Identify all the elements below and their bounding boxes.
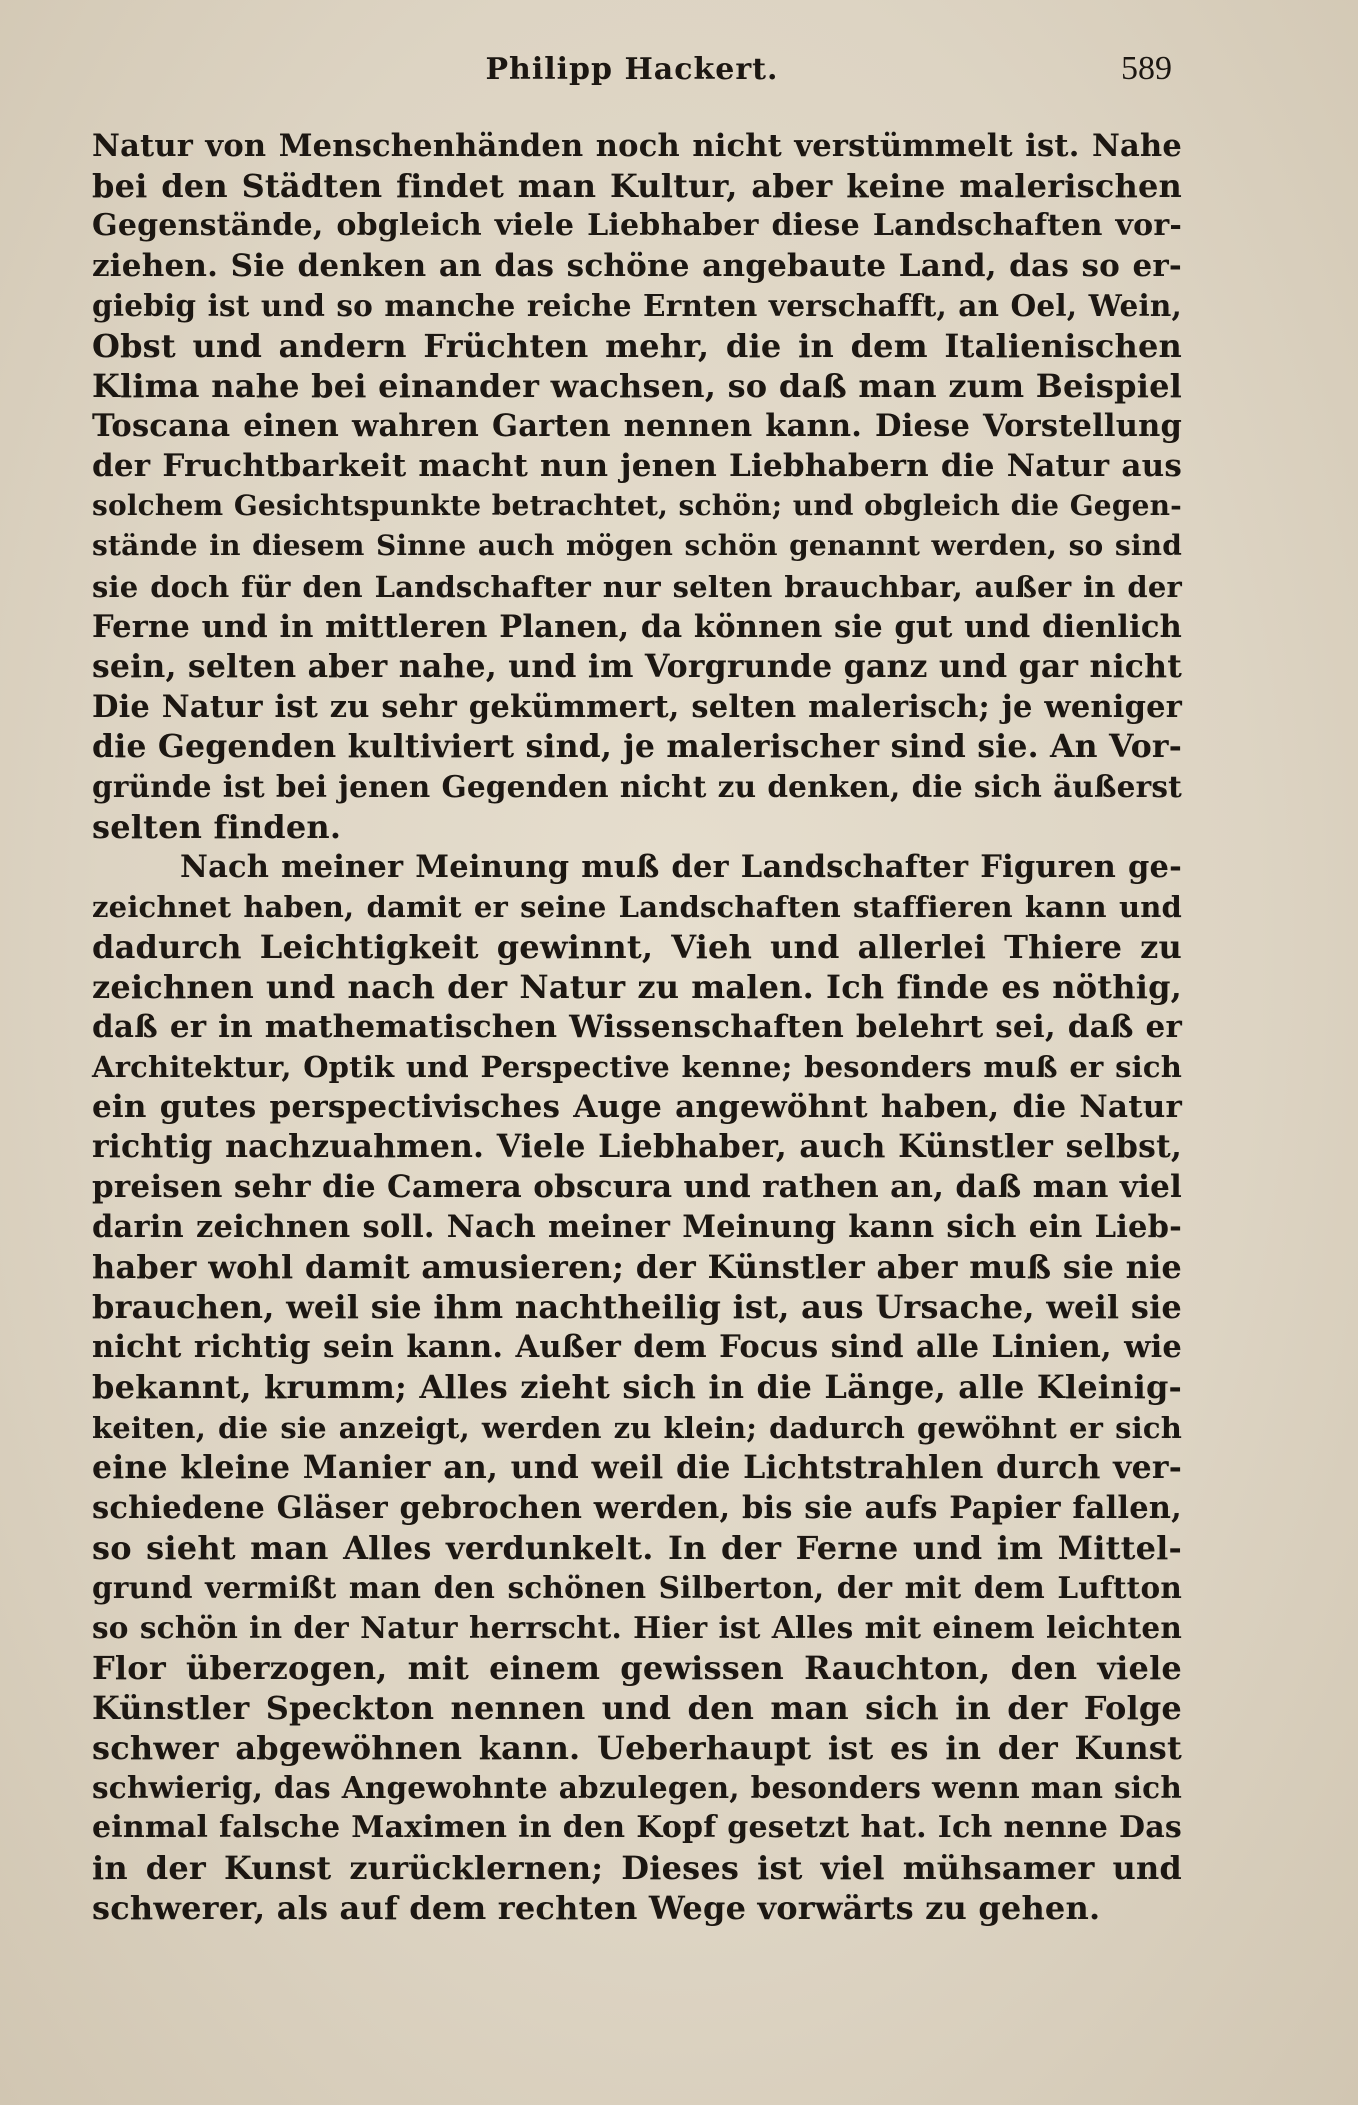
text-line: sie doch für den Landschafter nur selten brauchbar, außer in der — [92, 569, 1182, 604]
text-line: preisen sehr die Camera obscura und rathen an, daß man viel — [92, 1169, 1182, 1206]
text-line: ein gutes perspectivisches Auge angewöhnt haben, die Natur — [92, 1089, 1182, 1126]
text-line: grund vermißt man den schönen Silberton, der mit dem Luftton — [92, 1569, 1182, 1605]
text-line: zeichnen und nach der Natur zu malen. Ich finde es nöthig, — [92, 967, 1182, 1006]
text-line: keiten, die sie anzeigt, werden zu klein; dadurch gewöhnt er sich — [92, 1410, 1182, 1445]
text-line: schwierig, das Angewohnte abzulegen, besonders wenn man sich — [92, 1769, 1182, 1805]
text-line: stände in diesem Sinne auch mögen schön genannt werden, so sind — [92, 529, 1182, 563]
text-line: ziehen. Sie denken an das schöne angebaute Land, das so er- — [92, 248, 1182, 285]
text-line: so sieht man Alles verdunkelt. In der Ferne und im Mittel- — [92, 1528, 1182, 1567]
text-line: schwerer, als auf dem rechten Wege vorwärts zu gehen. — [92, 1889, 1101, 1928]
running-head — [92, 46, 1172, 96]
text-line: einmal falsche Maximen in den Kopf gesetzt hat. Ich nenne Das — [92, 1809, 1182, 1845]
text-line: Die Natur ist zu sehr gekümmert, selten malerisch; je weniger — [92, 688, 1182, 725]
text-line: gründe ist bei jenen Gegenden nicht zu denken, die sich äußerst — [92, 768, 1182, 804]
text-line: giebig ist und so manche reiche Ernten verschafft, an Oel, Wein, — [92, 288, 1182, 324]
paragraph-1 — [92, 126, 1182, 847]
text-line: dadurch Leichtigkeit gewinnt, Vieh und allerlei Thiere zu — [92, 927, 1182, 966]
text-line: Künstler Speckton nennen und den man sich in der Folge — [92, 1688, 1182, 1727]
text-line: schwer abgewöhnen kann. Ueberhaupt ist es in der Kunst — [92, 1728, 1182, 1767]
text-line: zeichnet haben, damit er seine Landschaften staffieren kann und — [92, 889, 1182, 924]
text-line: Architektur, Optik und Perspective kenne; besonders muß er sich — [92, 1050, 1182, 1085]
text-line: Ferne und in mittleren Planen, da können sie gut und dienlich — [92, 608, 1182, 645]
text-line: sein, selten aber nahe, und im Vorgrunde ganz und gar nicht — [92, 647, 1182, 685]
text-line: Gegenstände, obgleich viele Liebhaber diese Landschaften vor- — [92, 208, 1182, 244]
text-line: haber wohl damit amusieren; der Künstler aber muß sie nie — [92, 1248, 1182, 1287]
text-line: Flor überzogen, mit einem gewissen Rauchton, den viele — [92, 1648, 1182, 1687]
text-line: nicht richtig sein kann. Außer dem Focus sind alle Linien, wie — [92, 1329, 1182, 1366]
text-line: bei den Städten findet man Kultur, aber keine malerischen — [92, 167, 1182, 206]
text-line: darin zeichnen soll. Nach meiner Meinung kann sich ein Lieb- — [92, 1209, 1182, 1246]
paragraph-2 — [92, 847, 1182, 1928]
text-line: so schön in der Natur herrscht. Hier ist Alles mit einem leichten — [92, 1609, 1182, 1645]
text-line: schiedene Gläser gebrochen werden, bis sie aufs Papier fallen, — [92, 1489, 1182, 1526]
text-line: Natur von Menschenhänden noch nicht verstümmelt ist. Nahe — [92, 128, 1182, 164]
text-line: in der Kunst zurücklernen; Dieses ist viel mühsamer und — [92, 1849, 1182, 1888]
text-line: die Gegenden kultiviert sind, je malerischer sind sie. An Vor- — [92, 727, 1182, 765]
text-line: der Fruchtbarkeit macht nun jenen Liebhabern die Natur aus — [92, 448, 1182, 485]
text-line: Obst und andern Früchten mehr, die in dem Italienischen — [92, 327, 1182, 366]
running-head-title: Philipp Hackert. — [485, 52, 779, 87]
text-line: Klima nahe bei einander wachsen, so daß man zum Beispiel — [92, 367, 1182, 406]
text-line: daß er in mathematischen Wissenschaften belehrt sei, daß er — [92, 1009, 1182, 1046]
text-line: Nach meiner Meinung muß der Landschafter Figuren ge- — [180, 848, 1182, 885]
text-line: eine kleine Manier an, und weil die Lichtstrahlen durch ver- — [92, 1448, 1182, 1486]
text-line: selten finden. — [92, 807, 342, 846]
text-line: richtig nachzuahmen. Viele Liebhaber, auch Künstler selbst, — [92, 1128, 1182, 1166]
text-line: bekannt, krumm; Alles zieht sich in die Länge, alle Kleinig- — [92, 1368, 1182, 1407]
text-line: solchem Gesichtspunkte betrachtet, schön; und obgleich die Gegen- — [92, 489, 1182, 523]
text-line: brauchen, weil sie ihm nachtheilig ist, aus Ursache, weil sie — [92, 1288, 1182, 1327]
page-number: 589 — [1121, 50, 1172, 87]
text-line: Toscana einen wahren Garten nennen kann. Diese Vorstellung — [92, 408, 1182, 445]
body-text — [92, 126, 1182, 1928]
